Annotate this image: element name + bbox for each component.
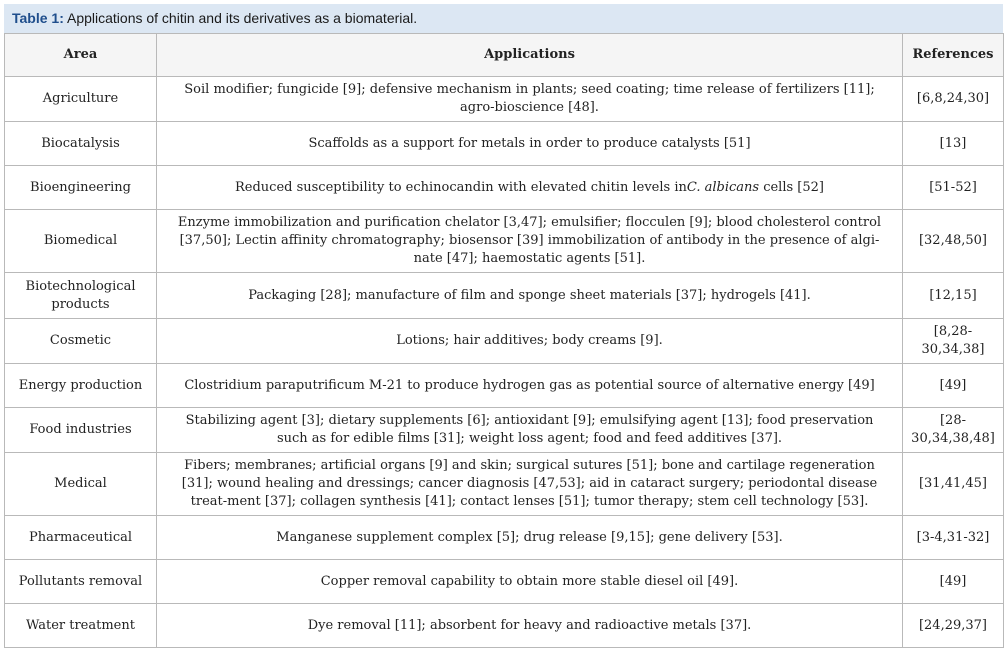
header-applications: Applications [157, 34, 903, 77]
references-cell: [32,48,50] [903, 210, 1004, 273]
table-row [5, 516, 1004, 560]
table-row [5, 364, 1004, 408]
application-cell: Dye removal [11]; absorbent for heavy and radioactive metals [37]. [157, 604, 903, 648]
header-references: References [903, 34, 1004, 77]
application-cell: Manganese supplement complex [5]; drug release [9,15]; gene delivery [53]. [157, 516, 903, 560]
applications-table [4, 33, 1004, 648]
references-cell: [28-30,34,38,48] [903, 408, 1004, 453]
table-row [5, 560, 1004, 604]
area-cell: Biotechnological products [5, 273, 157, 319]
area-cell: Water treatment [5, 604, 157, 648]
application-cell: Stabilizing agent [3]; dietary supplements [6]; antioxidant [9]; emulsifying agent [13]; food preservation such as for edible films [31]; weight loss agent; food and feed additives [37]. [157, 408, 903, 453]
application-cell: Lotions; hair additives; body creams [9]. [157, 319, 903, 364]
application-cell: Copper removal capability to obtain more stable diesel oil [49]. [157, 560, 903, 604]
table-row [5, 453, 1004, 516]
area-cell: Medical [5, 453, 157, 516]
caption-label: Table 1: [12, 10, 64, 26]
area-cell: Bioengineering [5, 166, 157, 210]
area-cell: Energy production [5, 364, 157, 408]
table-row [5, 408, 1004, 453]
application-text: Reduced susceptibility to echinocandin with elevated chitin levels in [234, 179, 687, 195]
application-cell: Soil modifier; fungicide [9]; defensive mechanism in plants; seed coating; time release of fertilizers [11]; agro-bioscience [48]. [157, 77, 903, 122]
references-cell: [13] [903, 122, 1004, 166]
application-cell: Scaffolds as a support for metals in order to produce catalysts [51] [157, 122, 903, 166]
references-cell: [3-4,31-32] [903, 516, 1004, 560]
references-cell: [49] [903, 560, 1004, 604]
table-row [5, 77, 1004, 122]
application-cell [157, 166, 903, 210]
application-cell: Clostridium paraputrificum M-21 to produce hydrogen gas as potential source of alternative energy [49] [157, 364, 903, 408]
table-row [5, 273, 1004, 319]
area-cell: Agriculture [5, 77, 157, 122]
references-cell: [6,8,24,30] [903, 77, 1004, 122]
area-cell: Cosmetic [5, 319, 157, 364]
species-name: C. albicans [686, 179, 760, 195]
table-row [5, 319, 1004, 364]
application-cell: Packaging [28]; manufacture of film and sponge sheet materials [37]; hydrogels [41]. [157, 273, 903, 319]
table-row [5, 166, 1004, 210]
caption-text: Applications of chitin and its derivatives as a biomaterial. [63, 10, 418, 26]
application-text: cells [52] [759, 179, 824, 195]
references-cell: [49] [903, 364, 1004, 408]
area-cell: Biocatalysis [5, 122, 157, 166]
references-cell: [31,41,45] [903, 453, 1004, 516]
references-cell: [12,15] [903, 273, 1004, 319]
header-row [5, 34, 1004, 77]
application-cell: Fibers; membranes; artificial organs [9] and skin; surgical sutures [51]; bone and cartilage regeneration [31]; wound healing and dressings; cancer diagnosis [47,53]; aid in cataract surgery; periodontal disease treat-ment [37]; collagen synthesis [41]; contact lenses [51]; tumor therapy; stem cell technology [53]. [157, 453, 903, 516]
application-cell: Enzyme immobilization and purification chelator [3,47]; emulsifier; flocculen [9]; blood cholesterol control [37,50]; Lectin affinity chromatography; biosensor [39] immobilization of antibody in the presence of algi-nate [47]; haemostatic agents [51]. [157, 210, 903, 273]
table-row [5, 604, 1004, 648]
area-cell: Food industries [5, 408, 157, 453]
area-cell: Pharmaceutical [5, 516, 157, 560]
references-cell: [51-52] [903, 166, 1004, 210]
area-cell: Biomedical [5, 210, 157, 273]
header-area: Area [5, 34, 157, 77]
area-cell: Pollutants removal [5, 560, 157, 604]
table-row [5, 122, 1004, 166]
table-caption [4, 4, 1003, 33]
references-cell: [24,29,37] [903, 604, 1004, 648]
table-row [5, 210, 1004, 273]
references-cell: [8,28-30,34,38] [903, 319, 1004, 364]
